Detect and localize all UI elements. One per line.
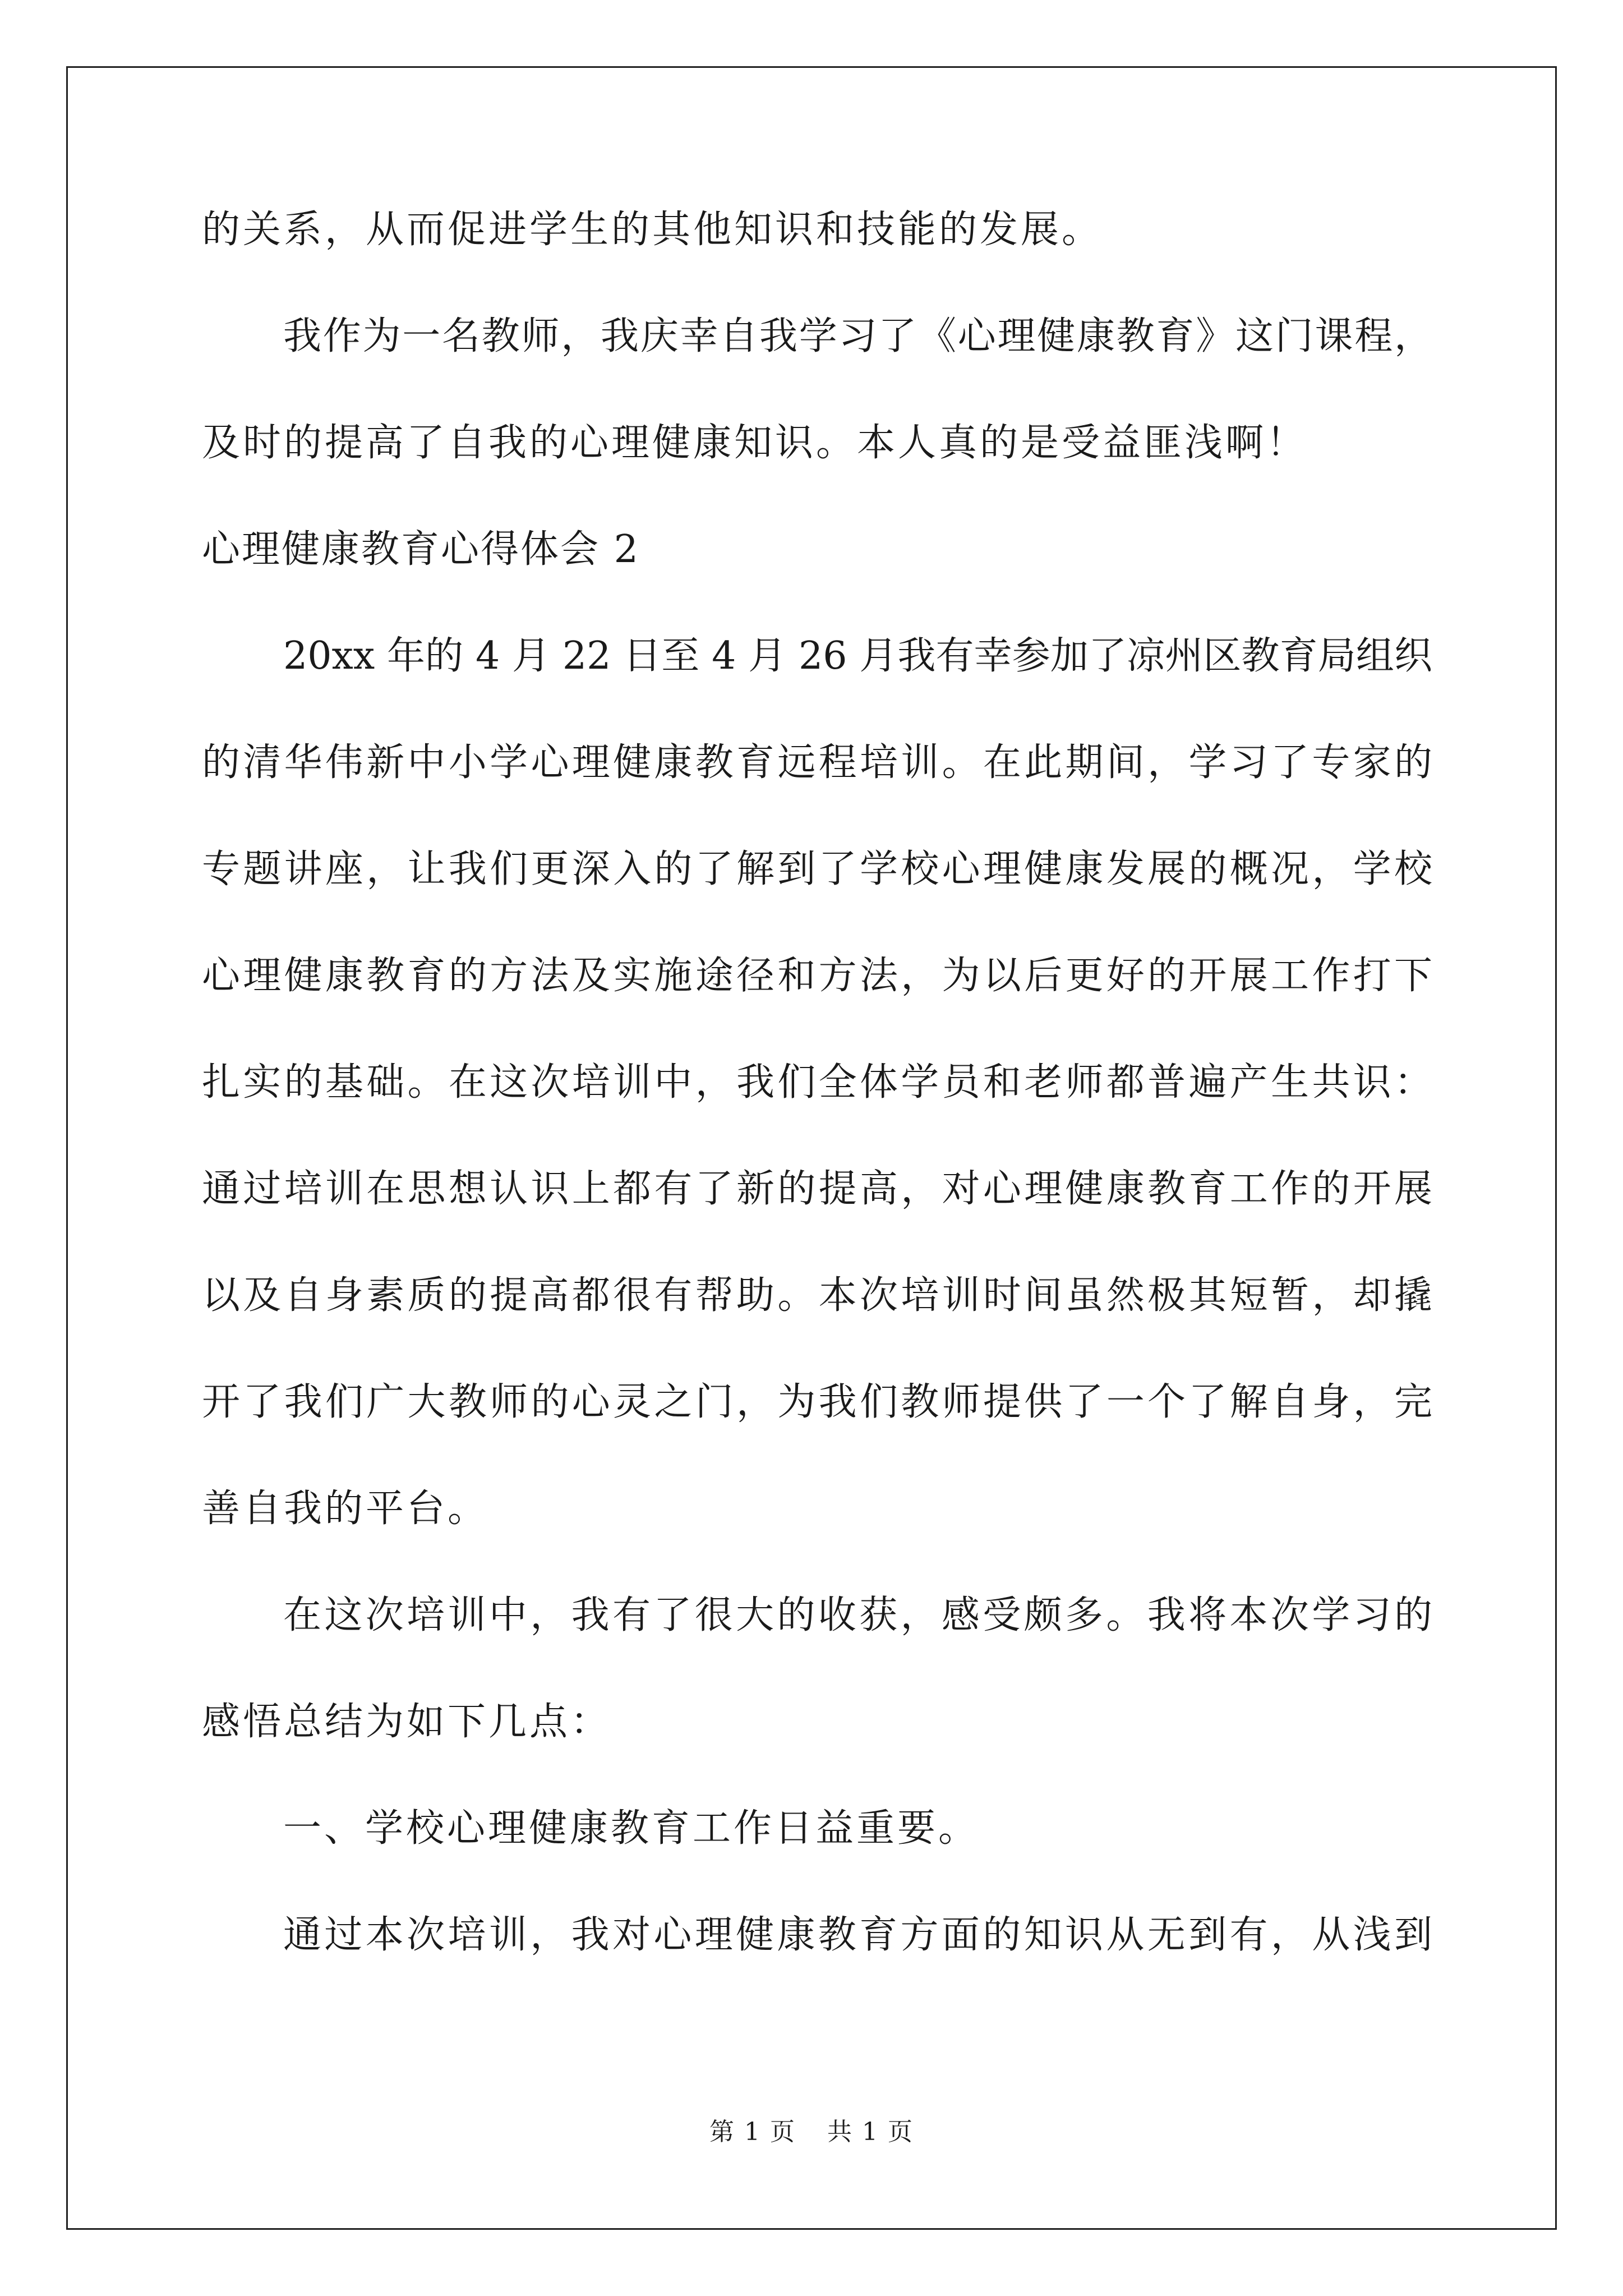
text-line: 以及自身素质的提高都很有帮助。本次培训时间虽然极其短暂，却撬: [202, 1273, 1432, 1318]
text-line: 善自我的平台。: [202, 1487, 489, 1531]
section-heading: 心理健康教育心得体会 2: [202, 527, 640, 572]
text-line: 扎实的基础。在这次培训中，我们全体学员和老师都普遍产生共识：: [202, 1060, 1432, 1105]
text-line: 通过培训在思想认识上都有了新的提高，对心理健康教育工作的开展: [202, 1167, 1432, 1211]
text-line: 的清华伟新中小学心理健康教育远程培训。在此期间，学习了专家的: [202, 740, 1432, 785]
text-line: 心理健康教育的方法及实施途径和方法，为以后更好的开展工作打下: [202, 954, 1432, 998]
text-line: 我作为一名教师，我庆幸自我学习了《心理健康教育》这门课程，: [283, 314, 1432, 358]
page-number: 第 1 页: [709, 2118, 796, 2146]
page-footer: [0, 2116, 1623, 2148]
text-line: 在这次培训中，我有了很大的收获，感受颇多。我将本次学习的: [283, 1593, 1432, 1637]
page-border: [66, 66, 1557, 2230]
text-line: 一、学校心理健康教育工作日益重要。: [283, 1806, 980, 1851]
text-line: 的关系，从而促进学生的其他知识和技能的发展。: [202, 208, 1103, 252]
text-line: 开了我们广大教师的心灵之门，为我们教师提供了一个了解自身，完: [202, 1380, 1432, 1424]
text-line: 通过本次培训，我对心理健康教育方面的知识从无到有，从浅到: [283, 1913, 1432, 1957]
page-total: 共 1 页: [827, 2118, 914, 2146]
text-line: 感悟总结为如下几点：: [202, 1700, 612, 1744]
text-line: 专题讲座，让我们更深入的了解到了学校心理健康发展的概况，学校: [202, 847, 1432, 891]
text-line: 20xx 年的 4 月 22 日至 4 月 26 月我有幸参加了凉州区教育局组织: [283, 634, 1432, 678]
text-line: 及时的提高了自我的心理健康知识。本人真的是受益匪浅啊！: [202, 421, 1308, 465]
